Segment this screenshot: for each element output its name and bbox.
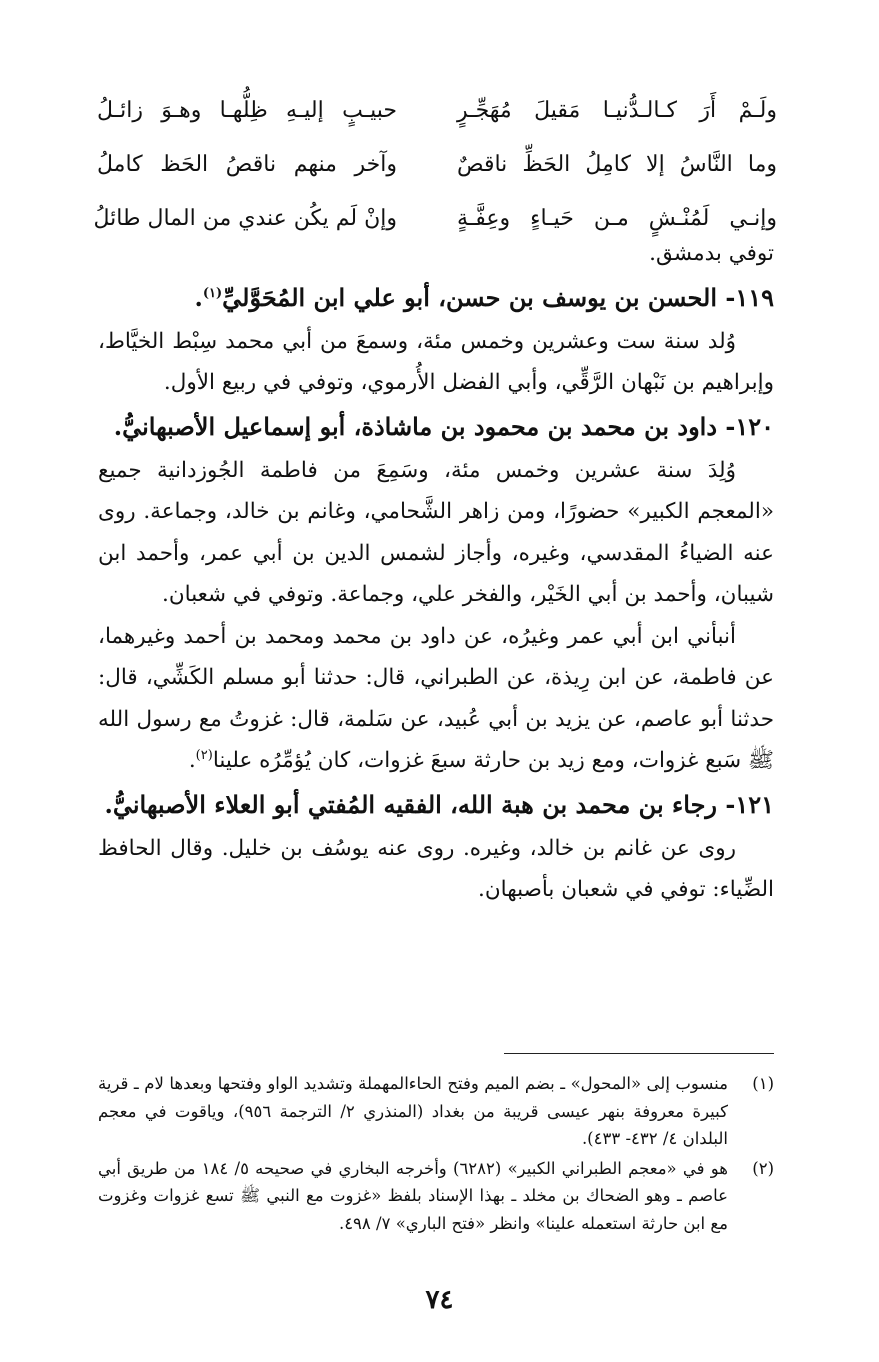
entry-body-120-para-1: وُلِدَ سنة عشرين وخمس مئة، وسَمِعَ من فاطمة الجُوزدانية جميع «المعجم الكبير» حضورًا، ومن زاهر الشَّحامي، وغانم بن خالد، وجماعة. روى عنه الضياءُ المقدسي، وغيره، وأجاز لشمس الدين بن أبي عمر، وأحمد ابن شيبان، وأحمد بن أبي الخَيْر، والفخر علي، وجماعة. وتوفي في شعبان. [98,457,774,607]
footnote-ref-2: (٢) [195,747,213,763]
entry-heading-text: ١١٩- الحسن بن يوسف بن حسن، أبو علي ابن المُحَوَّليِّ [222,282,774,312]
footnote-divider [504,1053,774,1054]
hadith-text: أنبأني ابن أبي عمر وغيرُه، عن داود بن محمد ومحمد بن أحمد وغيرهما، عن فاطمة، عن ابن رِيذة، عن الطبراني، قال: حدثنا أبو مسلم الكَشِّي، قال: حدثنا أبو عاصم، عن يزيد بن أبي عُبيد، عن سَلمة، قال: غزوتُ مع رسول الله ﷺ سَبع غزوات، ومع زيد بن حارثة سبعَ غزوات، كان يُؤمِّرُه علينا [98,623,774,773]
entry-body-120-para-2 [98,616,774,782]
verse-second-hemistich: وآخر منهم ناقصُ الحَظ كاملُ [97,152,397,177]
poem-verse [97,138,777,192]
entry-heading-121: ١٢١- رجاء بن محمد بن هبة الله، الفقيه المُفتي أبو العلاء الأصبهانيُّ. [104,789,774,819]
main-text [98,233,774,911]
footnote-text: هو في «معجم الطبراني الكبير» (٦٢٨٢) وأخرجه البخاري في صحيحه ٥/ ١٨٤ من طريق أبي عاصم ـ وهو الضحاك بن مخلد ـ بهذا الإسناد بلفظ «غزوت مع النبي ﷺ تسع غزوات وغزوت مع ابن حارثة استعمله علينا» وانظر «فتح الباري» ٧/ ٤٩٨. [98,1158,728,1233]
verse-first-hemistich: وإنـي لَمُنْـشٍ مـن حَيـاءٍ وعِفَّـةٍ [457,206,777,231]
footnote-number: (١) [752,1074,774,1093]
heading-period: . [194,282,203,312]
verse-second-hemistich: حبيـبٍ إليـهِ ظِلُّهـا وهـوَ زائـلُ [97,98,397,123]
verse-first-hemistich: ولَـمْ أَرَ كـالـدُّنيـا مَقيلَ مُهَجِّـرٍ [457,98,777,123]
verse-first-hemistich: وما النَّاسُ إلا كامِلُ الحَظِّ ناقصٌ [457,152,777,177]
footnotes [98,1070,774,1239]
footnote [98,1070,774,1153]
entry-heading-119 [98,275,774,321]
entry-body-121: روى عن غانم بن خالد، وغيره. روى عنه يوسُف بن خليل. وقال الحافظ الضِّياء: توفي في شعبان بأصبهان. [98,835,774,902]
page-number: ٧٤ [425,1285,454,1315]
entry-body-119: وُلد سنة ست وعشرين وخمس مئة، وسمعَ من أبي محمد سِبْط الخيَّاط، وإبراهيم بن نَبْهان الرَّقِّي، وأبي الفضل الأُرموي، وتوفي في ربيع الأول. [98,328,774,395]
poem-verse [97,84,777,138]
footnote-ref-1: (١) [202,285,223,301]
death-note: توفي بدمشق. [649,241,774,266]
verse-second-hemistich: وإنْ لَم يكُن عندي من المال طائلُ [93,206,397,231]
entry-heading-120: ١٢٠- داود بن محمد بن محمود بن ماشاذة، أبو إسماعيل الأصبهانيُّ. [113,411,774,441]
footnote-text: منسوب إلى «المحول» ـ بضم الميم وفتح الحاءالمهملة وتشديد الواو وفتحها وبعدها لام ـ قرية كبيرة معروفة بنهر عيسى قريبة من بغداد (المنذري ٢/ الترجمة ٩٥٦)، وياقوت في معجم البلدان ٤/ ٤٣٢- ٤٣٣). [98,1074,728,1148]
para-period: . [188,748,196,773]
footnote [98,1155,774,1238]
poem-block [93,84,777,246]
footnote-number: (٢) [752,1158,774,1178]
